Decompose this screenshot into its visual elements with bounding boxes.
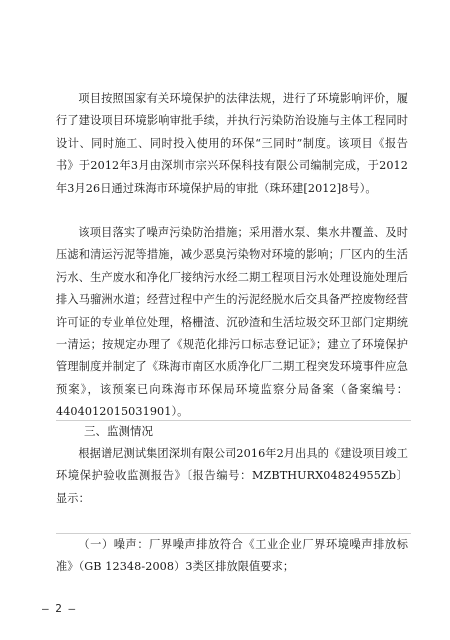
page-number: — 2 — [42,602,76,615]
section-heading-monitoring: 三、监测情况 [84,424,153,438]
paragraph-monitoring-report: 根据谱尼测试集团深圳有限公司2016年2月出具的《建设项目竣工环境保护验收监测报告》〔报告编号：MZBTHURX04824955Zb〕显示： [56,447,408,505]
paragraph-noise-result: （一）噪声：厂界噪声排放符合《工业企业厂界环境噪声排放标准》（GB 12348-2008）3类区排放限值要求； [56,538,408,574]
paragraph-eia-approval: 项目按照国家有关环境保护的法律法规，进行了环境影响评价，履行了建设项目环境影响审批手续，并执行污染防治设施与主体工程同时设计、同时施工、同时投入使用的环保“三同时”制度。该项目《报告书》于2012年3月由深圳市宗兴环保科技有限公司编制完成，于2012年3月26日通过珠海市环境保护局的审批（珠环建[2012]8号）。 [56,92,408,195]
paragraph-pollution-control: 该项目落实了噪声污染防治措施；采用潜水泵、集水井覆盖、及时压滤和清运污泥等措施，减少恶臭污染物对环境的影响；厂区内的生活污水、生产废水和净化厂接纳污水经二期工程项目污水处理设施处理后排入马骝洲水道；经营过程中产生的污泥经脱水后交具备严控废物经营许可证的专业单位处理，格栅渣、沉砂渣和生活垃圾交环卫部门定期统一清运；按规定办理了《规范化排污口标志登记证》；建立了环境保护管理制度并制定了《珠海市南区水质净化厂二期工程突发环境事件应急预案》，该预案已向珠海市环保局环境监察分局备案（备案编号：4404012015031901）。 [56,226,408,419]
